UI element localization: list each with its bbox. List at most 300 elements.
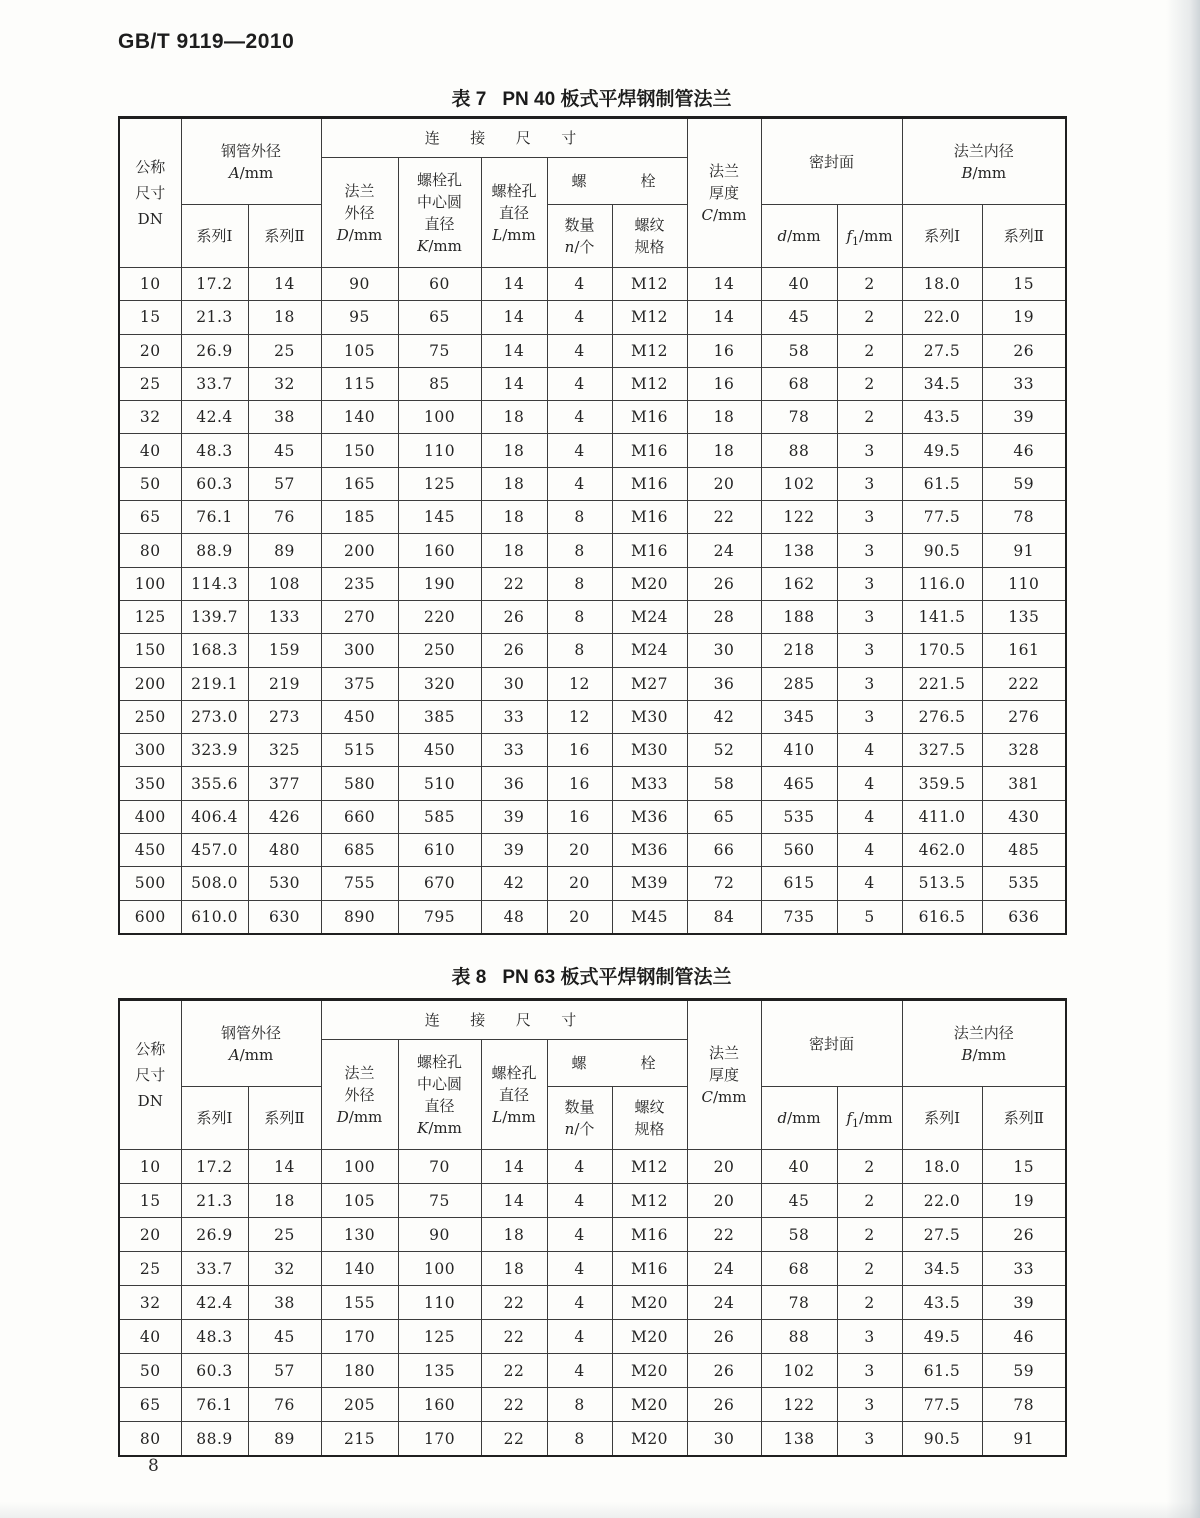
table-cell: 535 [761,800,837,833]
table-cell: 16 [547,767,612,800]
table-cell: M12 [612,1150,687,1184]
table-cell: 34.5 [902,1252,982,1286]
table-cell: 42.4 [181,401,248,434]
table-cell: 20 [547,867,612,900]
table-cell: 114.3 [181,567,248,600]
table-row [119,1150,1066,1184]
table-cell: 52 [687,734,761,767]
table-cell: 135 [398,1354,481,1388]
table-cell: 68 [761,1252,837,1286]
table-cell: 2 [837,301,902,334]
table-cell: 235 [321,567,398,600]
table-cell: 20 [687,1184,761,1218]
table-cell: 170 [321,1320,398,1354]
table-cell: 20 [119,1218,181,1252]
table-row [119,501,1066,534]
table7-title [118,84,1065,111]
table-cell: 40 [761,1150,837,1184]
table-cell: 8 [547,1388,612,1422]
col-header-series1: 系列Ⅰ [181,205,248,268]
table-cell: 185 [321,501,398,534]
standard-number: GB/T 9119—2010 [118,30,295,53]
table-cell: 61.5 [902,467,982,500]
table-cell: M16 [612,1252,687,1286]
table-cell: 22.0 [902,1184,982,1218]
table-cell: 39 [982,1286,1066,1320]
table-row [119,667,1066,700]
table-cell: 3 [837,700,902,733]
table-cell: 57 [248,467,321,500]
table-cell: 26 [481,600,547,633]
table-cell: 138 [761,534,837,567]
table-cell: 215 [321,1422,398,1457]
table-cell: 535 [982,867,1066,900]
table-cell: 327.5 [902,734,982,767]
table-cell: 88 [761,434,837,467]
table-cell: 59 [982,467,1066,500]
table-cell: 77.5 [902,1388,982,1422]
table-cell: 95 [321,301,398,334]
table-cell: 40 [761,268,837,301]
col-header-bolt-hole-dia: 螺栓孔 直径 L/mm [481,1040,547,1150]
table-cell: 15 [982,1150,1066,1184]
table-cell: 14 [248,268,321,301]
table-cell: 4 [547,434,612,467]
table-cell: 457.0 [181,834,248,867]
table-cell: M16 [612,401,687,434]
table-cell: M24 [612,600,687,633]
table-cell: 45 [248,434,321,467]
table-cell: 2 [837,1252,902,1286]
table-cell: 33.7 [181,367,248,400]
table-cell: 90.5 [902,534,982,567]
table-cell: 8 [547,567,612,600]
table-cell: M30 [612,734,687,767]
table-cell: 18 [687,401,761,434]
table-cell: 14 [248,1150,321,1184]
table-cell: 4 [837,734,902,767]
table-cell: 122 [761,1388,837,1422]
table-cell: 18.0 [902,1150,982,1184]
table-cell: 20 [687,1150,761,1184]
table-row [119,334,1066,367]
col-header-nominal-size: 公称 尺寸 DN [119,1000,181,1150]
table-cell: 78 [982,501,1066,534]
table-cell: 3 [837,534,902,567]
table-cell: 670 [398,867,481,900]
table-cell: 4 [547,1218,612,1252]
table-cell: 33 [481,700,547,733]
table-cell: 46 [982,434,1066,467]
table-cell: 273.0 [181,700,248,733]
table-cell: 125 [398,467,481,500]
table-cell: 276 [982,700,1066,733]
table-cell: M36 [612,800,687,833]
table-cell: 3 [837,634,902,667]
table-cell: 26 [687,1388,761,1422]
table-cell: 160 [398,1388,481,1422]
table-cell: 88.9 [181,534,248,567]
table-cell: 60 [398,268,481,301]
table-cell: 84 [687,900,761,934]
table-cell: 221.5 [902,667,982,700]
table-cell: 18 [481,434,547,467]
table-cell: 3 [837,1320,902,1354]
table-cell: 145 [398,501,481,534]
table-cell: 30 [687,634,761,667]
col-header-series2: 系列Ⅱ [248,1087,321,1150]
table-cell: 58 [687,767,761,800]
table-cell: 610 [398,834,481,867]
table-cell: 180 [321,1354,398,1388]
table-row [119,767,1066,800]
table-cell: 2 [837,1218,902,1252]
table-cell: 30 [481,667,547,700]
table-cell: 3 [837,467,902,500]
table-cell: 21.3 [181,1184,248,1218]
table-cell: 222 [982,667,1066,700]
col-header-bolt-circle: 螺栓孔 中心圆 直径 K/mm [398,1040,481,1150]
table-cell: 50 [119,467,181,500]
table-cell: 125 [119,600,181,633]
table-cell: 58 [761,1218,837,1252]
table-cell: 450 [398,734,481,767]
table-cell: 38 [248,401,321,434]
col-header-series1: 系列Ⅰ [181,1087,248,1150]
table-cell: M24 [612,634,687,667]
table-cell: 75 [398,334,481,367]
table-cell: 24 [687,534,761,567]
table-cell: M20 [612,1286,687,1320]
table-cell: 140 [321,1252,398,1286]
table-cell: 91 [982,1422,1066,1457]
col-header-bolt-circle: 螺栓孔 中心圆 直径 K/mm [398,158,481,268]
table-cell: 320 [398,667,481,700]
table-cell: 4 [547,301,612,334]
table-cell: 735 [761,900,837,934]
table-row [119,867,1066,900]
table-cell: 250 [119,700,181,733]
table-cell: 510 [398,767,481,800]
table-cell: 88.9 [181,1422,248,1457]
table-cell: 115 [321,367,398,400]
col-header-series1: 系列Ⅰ [902,205,982,268]
table-cell: 102 [761,467,837,500]
table7-body [119,268,1066,934]
table-cell: M45 [612,900,687,934]
table-cell: M20 [612,1422,687,1457]
table-cell: 600 [119,900,181,934]
table-cell: 4 [547,467,612,500]
table-cell: 636 [982,900,1066,934]
table-cell: M12 [612,301,687,334]
scan-edge-shade [0,1502,1200,1518]
table-cell: 110 [398,434,481,467]
table-cell: 14 [481,1150,547,1184]
table-cell: 660 [321,800,398,833]
table-cell: 76 [248,1388,321,1422]
table-cell: 8 [547,600,612,633]
table-row [119,900,1066,934]
table-cell: 16 [687,367,761,400]
table-cell: M20 [612,567,687,600]
table-cell: 381 [982,767,1066,800]
table-cell: 76 [248,501,321,534]
table-cell: M16 [612,434,687,467]
col-header-flange-id: 法兰内径 B/mm [902,1000,1066,1087]
table-cell: 108 [248,567,321,600]
table-cell: 465 [761,767,837,800]
table-cell: 580 [321,767,398,800]
table-cell: 14 [481,301,547,334]
table-cell: 58 [761,334,837,367]
table-cell: 90.5 [902,1422,982,1457]
table-cell: M12 [612,367,687,400]
table-cell: 355.6 [181,767,248,800]
table-cell: 3 [837,501,902,534]
table-cell: 22 [481,1388,547,1422]
table-cell: 18 [481,501,547,534]
table-cell: 28 [687,600,761,633]
table-cell: 8 [547,501,612,534]
table-cell: 323.9 [181,734,248,767]
table-cell: 32 [119,1286,181,1320]
table-cell: 4 [837,800,902,833]
table-cell: 359.5 [902,767,982,800]
table-cell: 22 [481,567,547,600]
table-cell: 66 [687,834,761,867]
table-cell: 485 [982,834,1066,867]
scan-edge-shade [1166,0,1200,1518]
table-cell: 515 [321,734,398,767]
table-cell: 100 [398,1252,481,1286]
table-cell: 130 [321,1218,398,1252]
page-number: 8 [148,1456,159,1476]
table-cell: 15 [119,1184,181,1218]
table-cell: 22 [481,1286,547,1320]
table-cell: 450 [119,834,181,867]
col-header-seal-f1: $f_1/mm$ [837,1087,902,1150]
table-cell: 16 [547,734,612,767]
col-header-thread-spec: 螺纹 规格 [612,205,687,268]
col-header-bolt-qty: 数量 n/个 [547,205,612,268]
table-cell: 18 [481,534,547,567]
table-cell: 300 [119,734,181,767]
col-header-flange-thickness: 法兰 厚度 C/mm [687,118,761,268]
table-cell: 110 [982,567,1066,600]
table-cell: 430 [982,800,1066,833]
table-row [119,434,1066,467]
table-cell: 218 [761,634,837,667]
col-header-seal-d: d/mm [761,1087,837,1150]
table-cell: 25 [248,334,321,367]
table-cell: 200 [119,667,181,700]
col-header-series2: 系列Ⅱ [982,1087,1066,1150]
table-cell: 135 [982,600,1066,633]
table-cell: 70 [398,1150,481,1184]
table-cell: M20 [612,1320,687,1354]
table-cell: 76.1 [181,1388,248,1422]
table-cell: 42 [687,700,761,733]
table-row [119,800,1066,833]
table-cell: 140 [321,401,398,434]
table-cell: 59 [982,1354,1066,1388]
table-cell: 39 [481,800,547,833]
table-cell: 615 [761,867,837,900]
table-cell: 411.0 [902,800,982,833]
table8-body [119,1150,1066,1457]
table-cell: 48 [481,900,547,934]
table-row [119,1286,1066,1320]
table-cell: 138 [761,1422,837,1457]
table8-header [119,1000,1066,1150]
table-cell: 616.5 [902,900,982,934]
table-cell: 33 [982,1252,1066,1286]
table-cell: 10 [119,268,181,301]
table-row [119,301,1066,334]
table-row [119,367,1066,400]
table-cell: 20 [119,334,181,367]
table-cell: 15 [982,268,1066,301]
table-cell: 102 [761,1354,837,1388]
table-cell: 57 [248,1354,321,1388]
table-cell: 49.5 [902,1320,982,1354]
table-row [119,1422,1066,1457]
table-cell: 25 [119,1252,181,1286]
table-cell: 26 [481,634,547,667]
table-cell: 150 [119,634,181,667]
table-cell: 4 [837,834,902,867]
table-cell: 325 [248,734,321,767]
col-header-bolt-qty: 数量 n/个 [547,1087,612,1150]
table-cell: M16 [612,501,687,534]
table-cell: 4 [837,867,902,900]
table8-title [118,962,1065,989]
table-cell: 350 [119,767,181,800]
table-cell: 33 [982,367,1066,400]
table-cell: 3 [837,1388,902,1422]
table-cell: 42 [481,867,547,900]
table-cell: 276.5 [902,700,982,733]
table-cell: 42.4 [181,1286,248,1320]
table-cell: 26 [982,334,1066,367]
col-header-nominal-size: 公称 尺寸 DN [119,118,181,268]
col-header-sealing-face: 密封面 [761,118,902,205]
table-cell: 27.5 [902,1218,982,1252]
table-cell: 205 [321,1388,398,1422]
table-cell: 60.3 [181,1354,248,1388]
table-cell: 14 [481,1184,547,1218]
table-cell: 61.5 [902,1354,982,1388]
table-cell: 16 [547,800,612,833]
table-cell: 18 [248,301,321,334]
col-header-flange-id: 法兰内径 B/mm [902,118,1066,205]
table-cell: 36 [687,667,761,700]
col-header-flange-od: 法兰 外径 D/mm [321,1040,398,1150]
table-cell: 22 [481,1422,547,1457]
table-cell: 110 [398,1286,481,1320]
table-cell: 426 [248,800,321,833]
table-cell: 125 [398,1320,481,1354]
table-cell: 4 [837,767,902,800]
table-cell: 32 [119,401,181,434]
table-cell: M33 [612,767,687,800]
table-cell: 4 [547,367,612,400]
col-header-pipe-od: 钢管外径 A/mm [181,1000,321,1087]
table-cell: 43.5 [902,1286,982,1320]
table-row [119,634,1066,667]
table-cell: 14 [687,268,761,301]
table-cell: 50 [119,1354,181,1388]
table-cell: 170 [398,1422,481,1457]
table-cell: 2 [837,401,902,434]
table-cell: 65 [119,501,181,534]
table-cell: 219.1 [181,667,248,700]
table-cell: 585 [398,800,481,833]
table-row [119,467,1066,500]
table-cell: 21.3 [181,301,248,334]
table-cell: 4 [547,401,612,434]
table-cell: 26.9 [181,1218,248,1252]
table-cell: 150 [321,434,398,467]
table-cell: 22 [481,1320,547,1354]
table-cell: 45 [248,1320,321,1354]
table-cell: 48.3 [181,434,248,467]
col-header-bolt-hole-dia: 螺栓孔 直径 L/mm [481,158,547,268]
table-cell: 76.1 [181,501,248,534]
table-cell: 18.0 [902,268,982,301]
table-cell: M12 [612,1184,687,1218]
table-cell: 22 [687,501,761,534]
table-cell: 24 [687,1252,761,1286]
table-cell: 18 [481,1218,547,1252]
table-cell: 48.3 [181,1320,248,1354]
table-cell: 165 [321,467,398,500]
table-cell: 4 [547,1320,612,1354]
table-cell: 14 [481,367,547,400]
col-header-bolt: 螺 栓 [547,158,687,205]
table-cell: 2 [837,268,902,301]
table-cell: 410 [761,734,837,767]
table-row [119,401,1066,434]
table-cell: 133 [248,600,321,633]
table-cell: 161 [982,634,1066,667]
table-cell: 270 [321,600,398,633]
col-header-connection-dims: 连 接 尺 寸 [321,118,687,158]
table-cell: 80 [119,534,181,567]
table-cell: M20 [612,1388,687,1422]
table-cell: 77.5 [902,501,982,534]
table-cell: 530 [248,867,321,900]
table-cell: 89 [248,534,321,567]
table-cell: 168.3 [181,634,248,667]
table-cell: 80 [119,1422,181,1457]
table-cell: M36 [612,834,687,867]
table-cell: 22.0 [902,301,982,334]
table-cell: 26 [982,1218,1066,1252]
table-cell: 90 [398,1218,481,1252]
table-cell: M12 [612,334,687,367]
table-cell: 560 [761,834,837,867]
col-header-flange-thickness: 法兰 厚度 C/mm [687,1000,761,1150]
table-cell: 89 [248,1422,321,1457]
table-cell: 220 [398,600,481,633]
table-cell: 508.0 [181,867,248,900]
table-cell: 4 [547,1354,612,1388]
table-row [119,700,1066,733]
table-cell: 159 [248,634,321,667]
table-row [119,268,1066,301]
